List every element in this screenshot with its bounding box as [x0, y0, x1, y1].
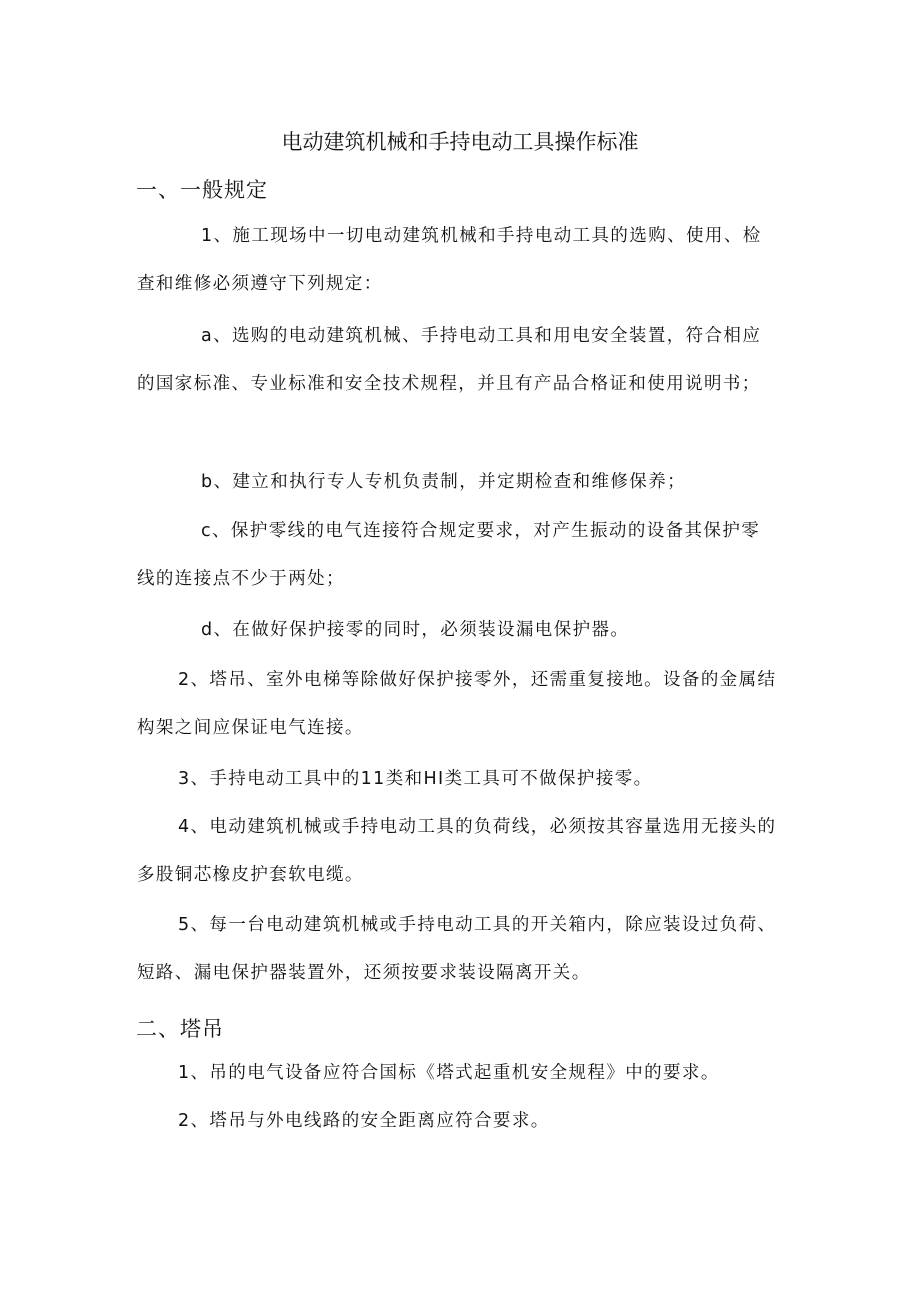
paragraph-5: 5、每一台电动建筑机械或手持电动工具的开关箱内，除应装设过负荷、短路、漏电保护器装置外，还须按要求装设隔离开关。	[137, 915, 777, 983]
section-heading-tower-crane: 二、塔吊	[136, 1017, 224, 1041]
section-heading-general: 一、一般规定	[136, 178, 268, 202]
paragraph-1c: c、保护零线的电气连接符合规定要求，对产生振动的设备其保护零线的连接点不少于两处；	[137, 521, 761, 589]
paragraph-1a: a、选购的电动建筑机械、手持电动工具和用电安全装置，符合相应的国家标准、专业标准和安全技术规程，并且有产品合格证和使用说明书；	[137, 326, 762, 394]
paragraph-1b: b、建立和执行专人专机负责制，并定期检查和维修保养；	[201, 472, 687, 492]
paragraph-2: 2、塔吊、室外电梯等除做好保护接零外，还需重复接地。设备的金属结构架之间应保证电气连接。	[137, 670, 777, 738]
document-title: 电动建筑机械和手持电动工具操作标准	[281, 130, 639, 154]
crane-paragraph-2: 2、塔吊与外电线路的安全距离应符合要求。	[178, 1111, 550, 1131]
paragraph-1: 1、施工现场中一切电动建筑机械和手持电动工具的选购、使用、检查和维修必须遵守下列规定：	[137, 226, 762, 294]
paragraph-3: 3、手持电动工具中的11类和HI类工具可不做保护接零。	[178, 769, 653, 789]
crane-paragraph-1: 1、吊的电气设备应符合国标《塔式起重机安全规程》中的要求。	[178, 1063, 720, 1083]
paragraph-1d: d、在做好保护接零的同时，必须装设漏电保护器。	[201, 620, 630, 640]
paragraph-4: 4、电动建筑机械或手持电动工具的负荷线，必须按其容量选用无接头的多股铜芯橡皮护套软电缆。	[137, 817, 777, 885]
